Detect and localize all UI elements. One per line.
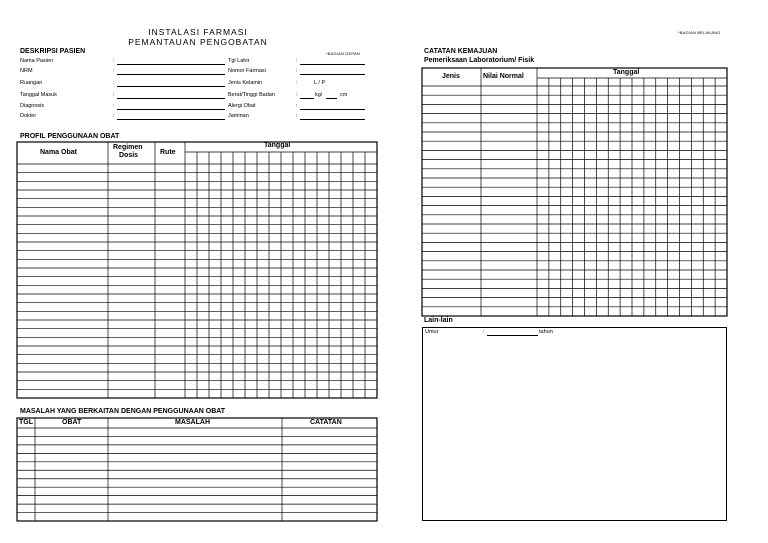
field-label-jaminan: Jaminan — [228, 113, 249, 119]
colon: : — [296, 68, 298, 74]
ruangan-field[interactable] — [117, 86, 225, 87]
colon: : — [296, 113, 298, 119]
col-header-catatan: CATATAN — [310, 419, 342, 426]
col-header-tgl: TGL — [19, 419, 33, 426]
colon: : — [113, 58, 115, 64]
table-border — [17, 418, 377, 521]
field-label-nomor-farmasi: Nomor Farmasi — [228, 68, 266, 74]
field-label-diagnosis: Diagnosis — [20, 103, 45, 109]
field-label-nrm: NRM — [20, 68, 33, 74]
field-label-tanggal-masuk: Tanggal Masuk — [20, 92, 57, 98]
jaminan-field[interactable] — [300, 119, 365, 120]
front-side-note: *BAGIAN DEPAN — [326, 51, 360, 56]
field-label-ruangan: Ruangan — [20, 80, 43, 86]
colon: : — [113, 113, 115, 119]
col-header-tanggal: Tanggal — [264, 142, 291, 149]
diagnosis-field[interactable] — [117, 109, 225, 110]
other-notes-box[interactable] — [422, 327, 727, 521]
tinggi-field[interactable] — [326, 98, 337, 99]
tgl-lahir-field[interactable] — [300, 64, 365, 65]
col-header-obat: OBAT — [62, 419, 82, 426]
col-header-dosis: Dosis — [119, 152, 139, 159]
form-title-line1: INSTALASI FARMASI — [148, 27, 248, 37]
nrm-field[interactable] — [117, 74, 225, 75]
col-header-masalah: MASALAH — [175, 419, 210, 426]
col-header-tanggal-lab: Tanggal — [613, 69, 640, 76]
colon: : — [296, 58, 298, 64]
col-header-nilai-normal: Nilai Normal — [483, 73, 524, 80]
field-label-dokter: Dokter — [20, 113, 37, 119]
table-border — [422, 68, 727, 316]
col-header-jenis: Jenis — [442, 73, 460, 80]
drug-profile-heading: PROFIL PENGGUNAAN OBAT — [20, 133, 120, 140]
table-border — [17, 142, 377, 398]
berat-field[interactable] — [300, 98, 314, 99]
problem-heading: MASALAH YANG BERKAITAN DENGAN PENGGUNAAN OBAT — [20, 408, 226, 415]
patient-heading: DESKRIPSI PASIEN — [20, 48, 86, 55]
weight-unit: kg/ — [315, 92, 323, 98]
dokter-field[interactable] — [117, 119, 225, 120]
age-unit: tahun — [539, 329, 553, 335]
age-field[interactable] — [487, 335, 538, 336]
other-heading: Lain-lain — [424, 317, 453, 324]
colon: : — [296, 80, 298, 86]
field-label-jenis-kelamin: Jenis Kelamin — [228, 80, 263, 86]
field-label-tgl-lahir: Tgl Lahir — [228, 58, 250, 64]
alergi-obat-field[interactable] — [300, 109, 365, 110]
lab-heading: Pemeriksaan Laboratorium/ Fisik — [424, 57, 535, 64]
colon: : — [113, 92, 115, 98]
colon: : — [113, 80, 115, 86]
gender-options[interactable]: L / P — [314, 80, 326, 86]
colon: : — [113, 103, 115, 109]
age-label: Umur — [425, 329, 439, 335]
col-header-regimen: Regimen — [113, 144, 143, 151]
nomor-farmasi-field[interactable] — [300, 74, 365, 75]
progress-heading: CATATAN KEMAJUAN — [424, 48, 498, 55]
colon: : — [296, 103, 298, 109]
tanggal-masuk-field[interactable] — [117, 98, 225, 99]
colon: : — [296, 92, 298, 98]
colon: : — [113, 68, 115, 74]
col-header-rute: Rute — [160, 149, 176, 156]
field-label-nama-pasien: Nama Pasien — [20, 58, 54, 64]
form-title-line2: PEMANTAUAN PENGOBATAN — [128, 37, 268, 47]
nama-pasien-field[interactable] — [117, 64, 225, 65]
field-label-alergi-obat: Alergi Obat — [228, 103, 256, 109]
height-unit: cm — [340, 92, 348, 98]
field-label-berat-tinggi: Berat/Tinggi Badan — [228, 92, 275, 98]
back-side-note: *BAGIAN BELAKANG — [678, 30, 721, 35]
col-header-nama-obat: Nama Obat — [40, 149, 77, 156]
colon: : — [483, 329, 485, 335]
